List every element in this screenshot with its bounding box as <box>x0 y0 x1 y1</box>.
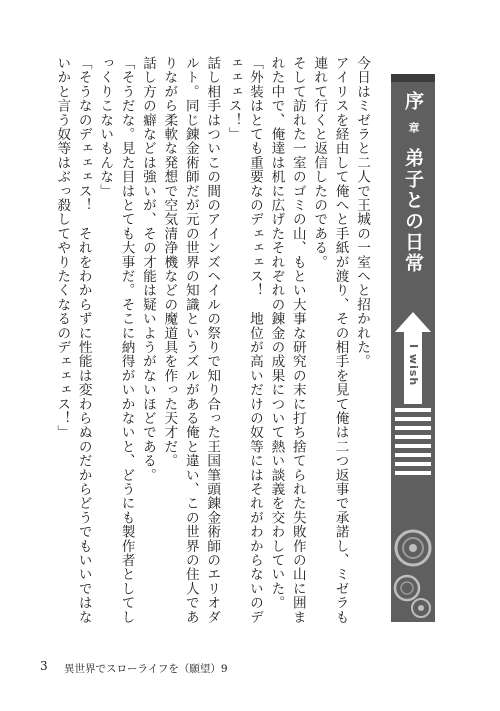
running-title: 異世界でスローライフを（願望）9 <box>64 663 228 675</box>
ornament-emblem-icon <box>391 514 435 622</box>
paragraph: 今日はミゼラと二人で王城の一室へと招かれた。 <box>354 56 370 369</box>
paragraph: 話し相手はついこの間のアインズヘイルの祭りで知り合った王国筆頭錬金術師のエリオダルト。同じ錬金術師だが元の世界の知識というズルがある俺と違い、この世界の住人でありながら柔軟な発想で空気清浄機などの魔道具を作った天才だ。 <box>161 56 221 624</box>
paragraph: 「外装はとても重要なのデェェェス！ 地位が高いだけの奴等にはそれがわからないのデェェェス！」 <box>225 56 263 624</box>
paragraph: 「そうなのデェェェス！ それをわからずに性能は変わらぬのだからどうでもいいではないかと言う奴等はぶっ殺してやりたくなるのデェェェス！」 <box>54 56 92 624</box>
chapter-title: 弟子との日常 <box>402 148 424 274</box>
stripes-decoration <box>395 408 431 488</box>
chapter-word: 章 <box>407 121 420 133</box>
paragraph: 「そうだな。見た目はとても大事だ。そこに納得がいかないと、どうにも製作者としてしっくりこないもんな」 <box>97 56 135 624</box>
body-text <box>40 56 372 638</box>
wish-label: I wish <box>407 344 420 387</box>
paragraph: 話し方の癖などは強いが、その才能は疑いようがないほどである。 <box>139 56 156 482</box>
chapter-banner <box>391 74 435 622</box>
banner-cap <box>391 74 435 82</box>
page-number: 3 <box>40 659 48 673</box>
chapter-heading <box>391 88 435 274</box>
paragraph: アイリスを経由して俺へと手紙が渡り、その相手を見て俺は二つ返事で承諾し、ミゼラも連れて行くと返信したのである。 <box>311 56 349 624</box>
chapter-number: 序 <box>402 90 424 110</box>
paragraph: そして訪れた一室のゴミの山、もとい大事な研究の末に打ち捨てられた失敗作の山に囲まれた中で、俺達は机に広げたそれぞれの錬金の成果について熱い談義を交わしていた。 <box>268 56 306 624</box>
